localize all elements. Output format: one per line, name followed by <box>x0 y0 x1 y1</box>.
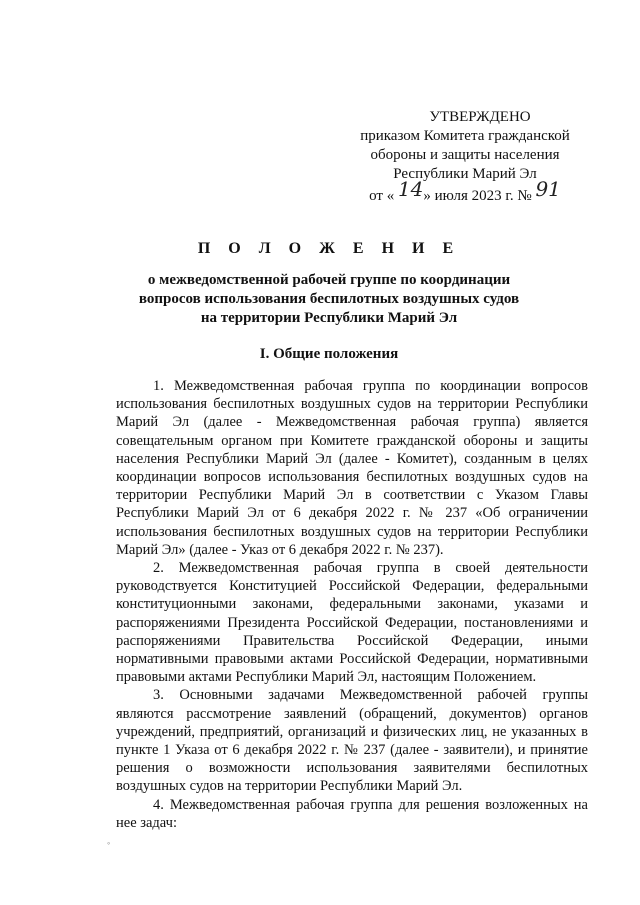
paragraph-4: 4. Межведомственная рабочая группа для решения возложенных на нее задач: <box>116 796 588 831</box>
document-body <box>116 377 588 832</box>
approval-line-1: приказом Комитета гражданской <box>360 128 570 144</box>
document-subtitle <box>0 271 640 328</box>
subtitle-line: вопросов использования беспилотных воздушных судов <box>138 291 520 307</box>
section-heading: I. Общие положения <box>259 346 399 362</box>
document-title: П О Л О Ж Е Н И Е <box>197 240 461 257</box>
approval-date <box>340 177 590 206</box>
date-middle: » июля 2023 г. № <box>423 188 532 204</box>
subtitle-line: на территории Республики Марий Эл <box>200 310 458 326</box>
paragraph-1: 1. Межведомственная рабочая группа по координации вопросов использования беспилотных воздушных судов на территории Республики Марий Эл (далее - Межведомственная рабочая группа) является совещательным органом при Комитете гражданской обороны и защиты населения Республики Марий Эл (далее - Комитет), созданным в целях координации вопросов использования беспилотных воздушных судов на территории Республики Марий Эл в соответствии с Указом Главы Республики Марий Эл от 6 декабря 2022 г. № 237 «Об ограничении использования беспилотных воздушных судов на территории Республики Марий Эл» (далее - Указ от 6 декабря 2022 г. № 237). <box>116 378 588 558</box>
approval-line-2: обороны и защиты населения <box>370 147 560 163</box>
subtitle-line: о межведомственной рабочей группе по координации <box>147 272 511 288</box>
handwritten-day: 14 <box>397 177 424 201</box>
approval-line-3: Республики Марий Эл <box>393 166 537 182</box>
paragraph-2: 2. Межведомственная рабочая группа в своей деятельности руководствуется Конституцией Российской Федерации, федеральными конституционными законами, федеральными законами, указами и распоряжениями Президента Российской Федерации, постановлениями и распоряжениями Правительства Российской Федерации, иными нормативными правовыми актами Российской Федерации, нормативными правовыми актами Республики Марий Эл, настоящим Положением. <box>116 560 588 686</box>
paragraph-3: 3. Основными задачами Межведомственной рабочей группы являются рассмотрение заявлений (обращений, документов) органов учреждений, предприятий, организаций и физических лиц, не указанных в пункте 1 Указа от 6 декабря 2022 г. № 237 (далее - заявители), и принятие решения о возможности использования заявителями беспилотных воздушных судов на территории Республики Марий Эл. <box>116 687 588 795</box>
handwritten-number: 91 <box>535 177 561 201</box>
date-prefix: от « <box>369 188 395 204</box>
scan-mark: ◦ <box>107 838 111 848</box>
approval-heading: УТВЕРЖДЕНО <box>429 109 531 125</box>
approval-stamp <box>340 108 590 206</box>
